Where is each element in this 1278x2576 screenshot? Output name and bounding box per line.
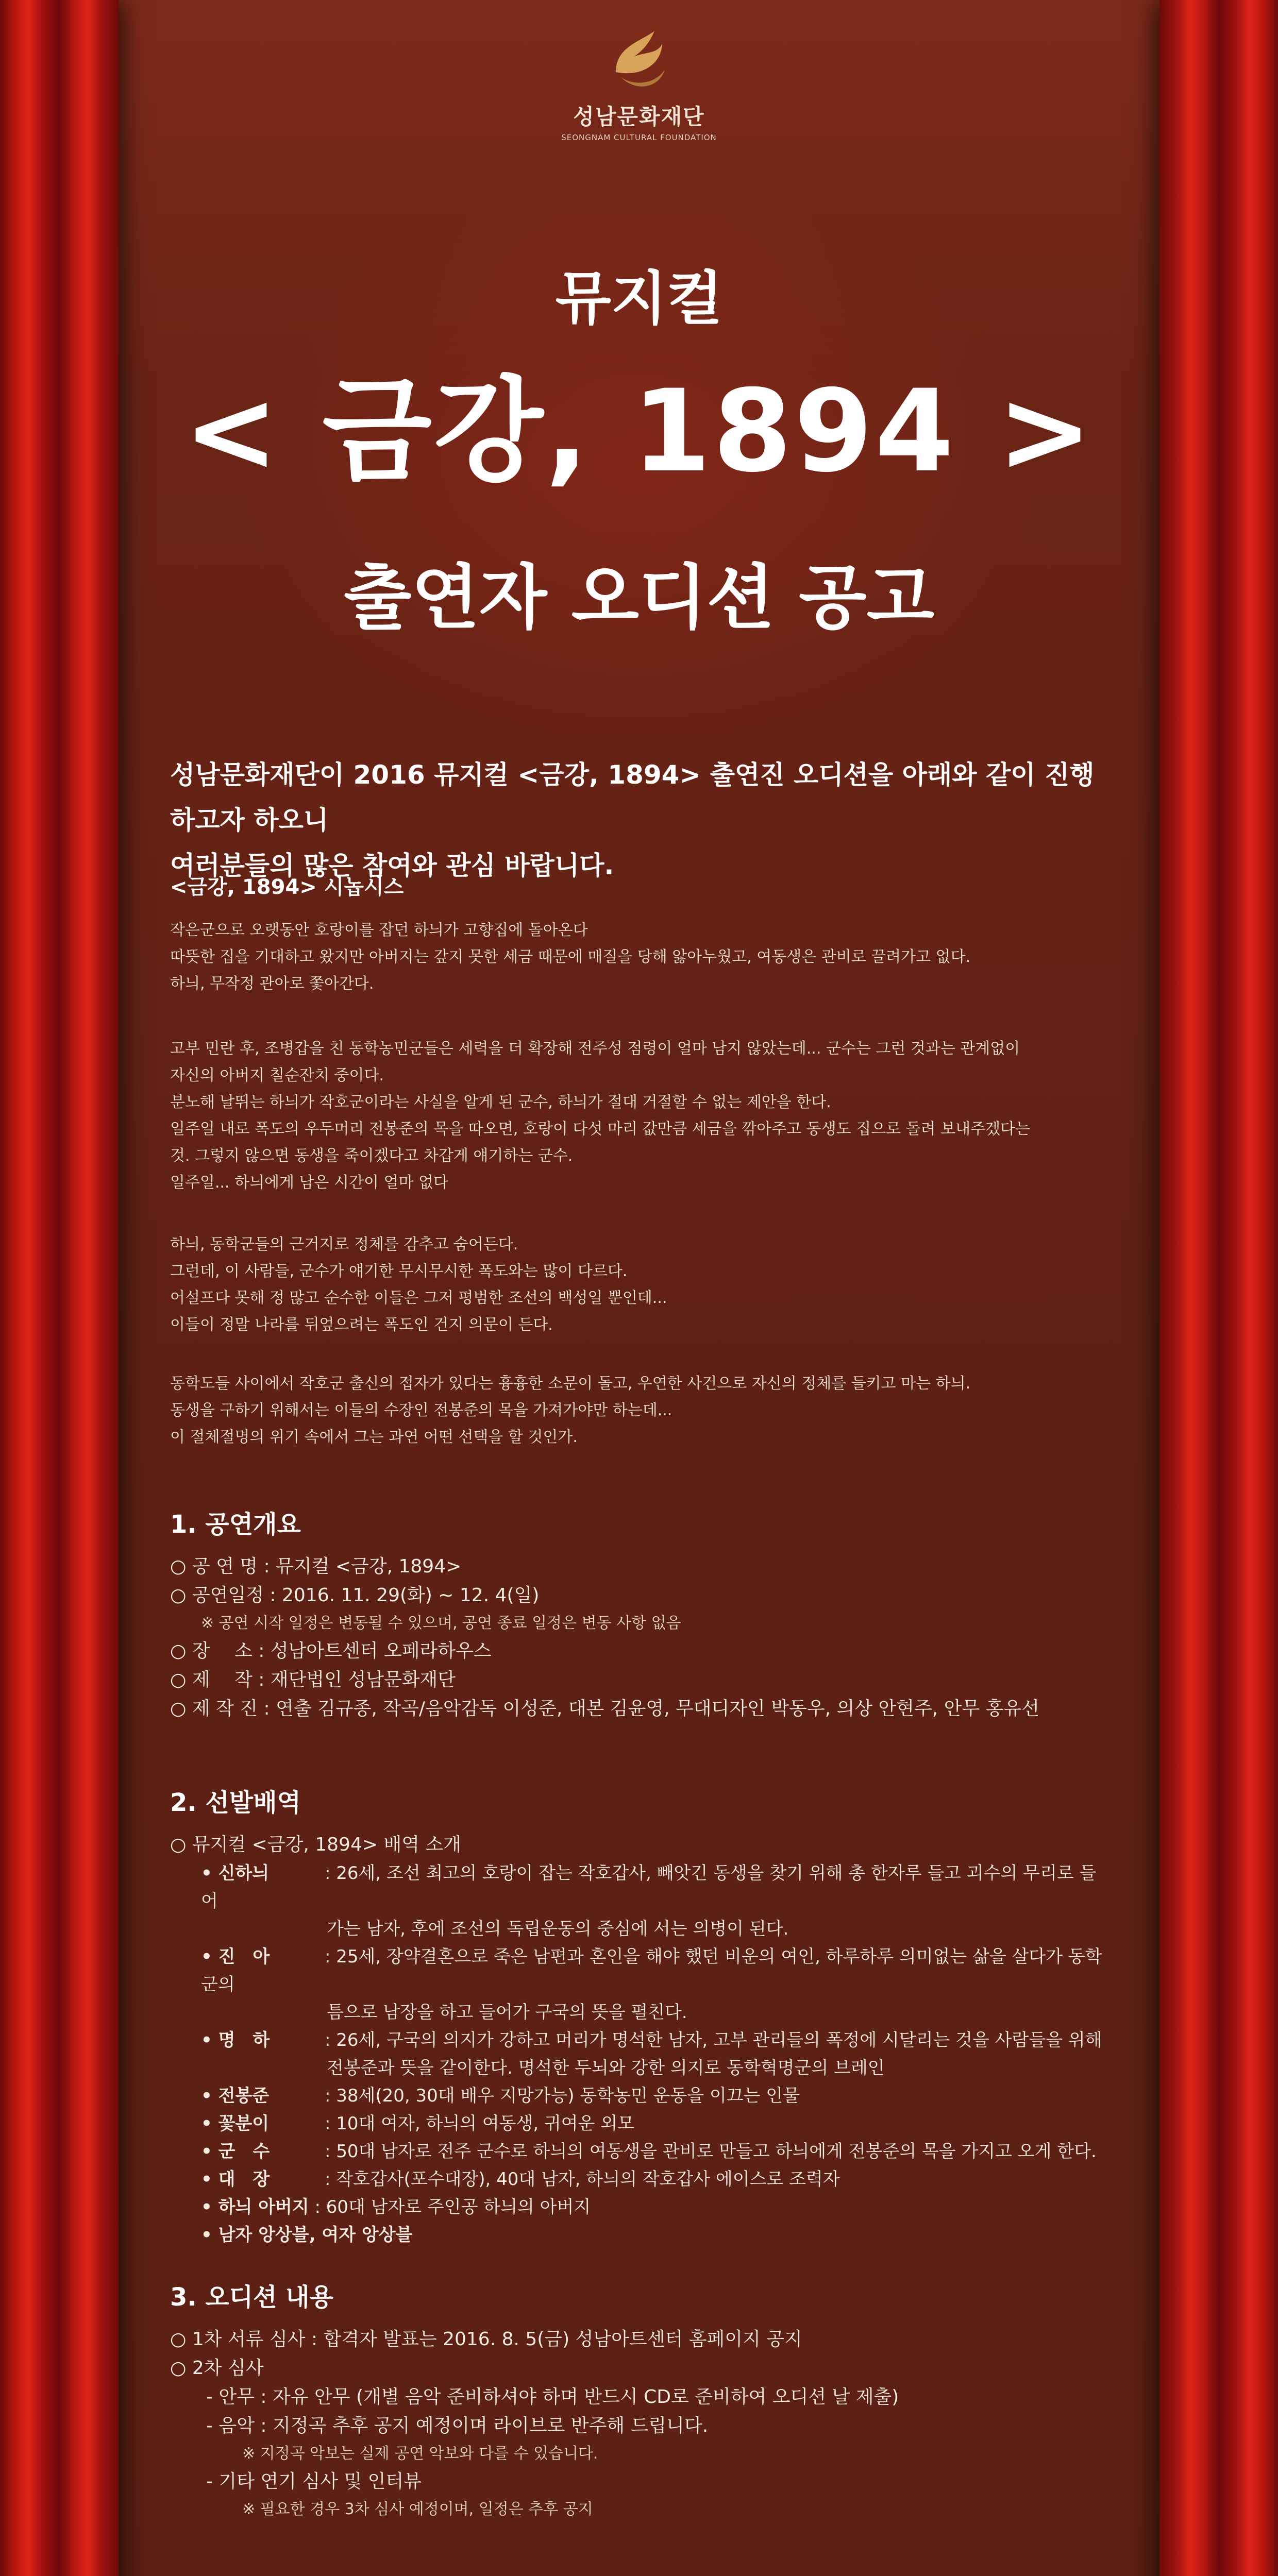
info-row: ○ 공연일정 : 2016. 11. 29(화) ~ 12. 4(일) [170,1585,540,1606]
synopsis-line: 일주일... 하늬에게 남은 시간이 얼마 없다 [170,1174,448,1192]
right-curtain [1159,0,1278,2576]
role-entry [170,2082,1108,2110]
role-description: : 작호갑사(포수대장), 40대 남자, 하늬의 작호갑사 에이스로 조력자 [325,2169,840,2190]
intro-line: 여러분들의 많은 참여와 관심 바랍니다. [170,851,614,880]
synopsis-line: 이 절체절명의 위기 속에서 그는 과연 어떤 선택을 할 것인가. [170,1428,578,1446]
note-row: ※ 필요한 경우 3차 심사 예정이며, 일정은 추후 공지 [242,2500,593,2518]
synopsis-line: 일주일 내로 폭도의 우두머리 전봉준의 목을 따오면, 호랑이 다섯 마리 값만큼 세금을 깎아주고 동생도 집으로 돌려 보내주겠다는 [170,1120,1031,1138]
synopsis-paragraph [170,1370,1108,1451]
synopsis-line: 자신의 아버지 칠순잔치 중이다. [170,1066,384,1084]
synopsis-heading: <금강, 1894> 시놉시스 [170,875,404,899]
bird-emblem-icon [606,21,672,98]
role-entry [170,2221,1108,2249]
role-entry [170,2193,1108,2221]
role-name: • 명 하 [201,2030,270,2050]
role-description: : 10대 여자, 하늬의 여동생, 귀여운 외모 [325,2113,634,2134]
info-row: ○ 2차 심사 [170,2358,264,2379]
role-name: • 군 수 [201,2141,270,2162]
info-row: - 음악 : 지정곡 추후 공지 예정이며 라이브로 반주해 드립니다. [206,2415,709,2436]
info-row: ○ 공 연 명 : 뮤지컬 <금강, 1894> [170,1556,462,1577]
role-name: • 대 장 [201,2169,270,2190]
info-row: ○ 제 작 진 : 연출 김규종, 작곡/음악감독 이성준, 대본 김윤영, 무대디자인 박동우, 의상 안현주, 안무 홍유선 [170,1698,1040,1719]
role-description-cont: 틈으로 남장을 하고 들어가 구국의 뜻을 펼친다. [327,2002,687,2023]
role-description: : 25세, 장약결혼으로 죽은 남편과 혼인을 해야 했던 비운의 여인, 하루하루 의미없는 삶을 살다가 동학군의 [201,1946,1102,1995]
info-row: ○ 1차 서류 심사 : 합격자 발표는 2016. 8. 5(금) 성남아트센터 홈페이지 공지 [170,2329,802,2350]
intro-text [170,752,1108,888]
synopsis-paragraph [170,1036,1108,1196]
role-name: • 남자 앙상블, 여자 앙상블 [201,2225,413,2245]
synopsis-paragraph [170,917,1108,997]
synopsis-line: 동생을 구하기 위해서는 이들의 수장인 전봉준의 목을 가져가야만 하는데... [170,1401,672,1419]
section-title: 1. 공연개요 [170,1510,301,1539]
section-title: 2. 선발배역 [170,1788,301,1817]
synopsis-line: 분노해 날뛰는 하늬가 작호군이라는 사실을 알게 된 군수, 하늬가 절대 거절할 수 없는 제안을 한다. [170,1093,831,1111]
role-name: • 하늬 아버지 [201,2197,309,2217]
intro-line: 성남문화재단이 2016 뮤지컬 <금강, 1894> 출연진 오디션을 아래와 같이 진행하고자 하오니 [170,760,1095,835]
synopsis-line: 그런데, 이 사람들, 군수가 얘기한 무시무시한 폭도와는 많이 다르다. [170,1262,628,1280]
synopsis-line: 고부 민란 후, 조병갑을 친 동학농민군들은 세력을 더 확장해 전주성 점령이 얼마 남지 않았는데... 군수는 그런 것과는 관계없이 [170,1040,1020,1058]
role-description-cont: 가는 남자, 후에 조선의 독립운동의 중심에 서는 의병이 된다. [327,1919,789,1939]
role-description: : 38세(20, 30대 배우 지망가능) 동학농민 운동을 이끄는 인물 [325,2086,800,2106]
synopsis-line: 작은군으로 오랫동안 호랑이를 잡던 하늬가 고향집에 돌아온다 [170,921,588,939]
title-audition-notice: 출연자 오디션 공고 [344,557,934,639]
role-name: • 꽃분이 [201,2113,270,2134]
role-entry [170,2110,1108,2138]
section-title: 3. 오디션 내용 [170,2283,333,2312]
logo-korean-name: 성남문화재단 [573,104,705,129]
info-row: ○ 제 작 : 재단법인 성남문화재단 [170,1669,456,1690]
role-name: • 진 아 [201,1946,270,1967]
role-description: : 50대 남자로 전주 군수로 하늬의 여동생을 관비로 만들고 하늬에게 전봉준의 목을 가지고 오게 한다. [325,2141,1097,2162]
synopsis-line: 어설프다 못해 정 많고 순수한 이들은 그저 평범한 조선의 백성일 뿐인데... [170,1289,667,1307]
foundation-logo [531,21,747,142]
section-audition-content [170,2277,1108,2523]
synopsis-line: 하늬, 무작정 관아로 쫓아간다. [170,975,374,993]
section-roles [170,1783,1108,2249]
note-row: ※ 지정곡 악보는 실제 공연 악보와 다를 수 있습니다. [242,2445,598,2463]
note-row: ※ 공연 시작 일정은 변동될 수 있으며, 공연 종료 일정은 변동 사항 없음 [201,1614,681,1632]
role-description: : 26세, 구국의 의지가 강하고 머리가 명석한 남자, 고부 관리들의 폭정에 시달리는 것을 사람들을 위해 [325,2030,1102,2050]
role-entry [170,2165,1108,2193]
synopsis-line: 따뜻한 집을 기대하고 왔지만 아버지는 갚지 못한 세금 때문에 매질을 당해 앓아누웠고, 여동생은 관비로 끌려가고 없다. [170,948,971,966]
synopsis-line: 이들이 정말 나라를 뒤엎으려는 폭도인 건지 의문이 든다. [170,1316,553,1334]
title-main: < 금강, 1894 > [183,365,1095,497]
role-description: : 26세, 조선 최고의 호랑이 잡는 작호갑사, 빼앗긴 동생을 찾기 위해 총 한자루 들고 괴수의 무리로 들어 [201,1863,1097,1911]
role-entry [170,2138,1108,2165]
section-performance-overview [170,1504,1108,1723]
role-description-cont: 전봉준과 뜻을 같이한다. 명석한 두뇌와 강한 의지로 동학혁명군의 브레인 [327,2058,885,2078]
role-entry [170,1943,1108,2026]
info-row: - 안무 : 자유 안무 (개별 음악 준비하셔야 하며 반드시 CD로 준비하여 오디션 날 제출) [206,2386,899,2408]
synopsis-line: 하늬, 동학군들의 근거지로 정체를 감추고 숨어든다. [170,1235,518,1253]
info-row: ○ 뮤지컬 <금강, 1894> 배역 소개 [170,1834,462,1855]
info-row: - 기타 연기 심사 및 인터뷰 [206,2471,422,2492]
synopsis-paragraph [170,1231,1108,1338]
role-description: : 60대 남자로 주인공 하늬의 아버지 [314,2197,591,2217]
left-curtain [0,0,119,2576]
info-row: ○ 장 소 : 성남아트센터 오페라하우스 [170,1640,492,1662]
logo-english-name: SEONGNAM CULTURAL FOUNDATION [561,133,717,142]
role-name: • 신하늬 [201,1863,270,1884]
role-entry [170,2026,1108,2082]
synopsis-line: 동학도들 사이에서 작호군 출신의 접자가 있다는 흉흉한 소문이 돌고, 우연한 사건으로 자신의 정체를 들키고 마는 하늬. [170,1375,971,1393]
role-entry [170,1859,1108,1943]
synopsis-line: 것. 그렇지 않으면 동생을 죽이겠다고 차갑게 얘기하는 군수. [170,1147,573,1165]
role-name: • 전봉준 [201,2086,270,2106]
title-genre: 뮤지컬 [555,265,723,332]
